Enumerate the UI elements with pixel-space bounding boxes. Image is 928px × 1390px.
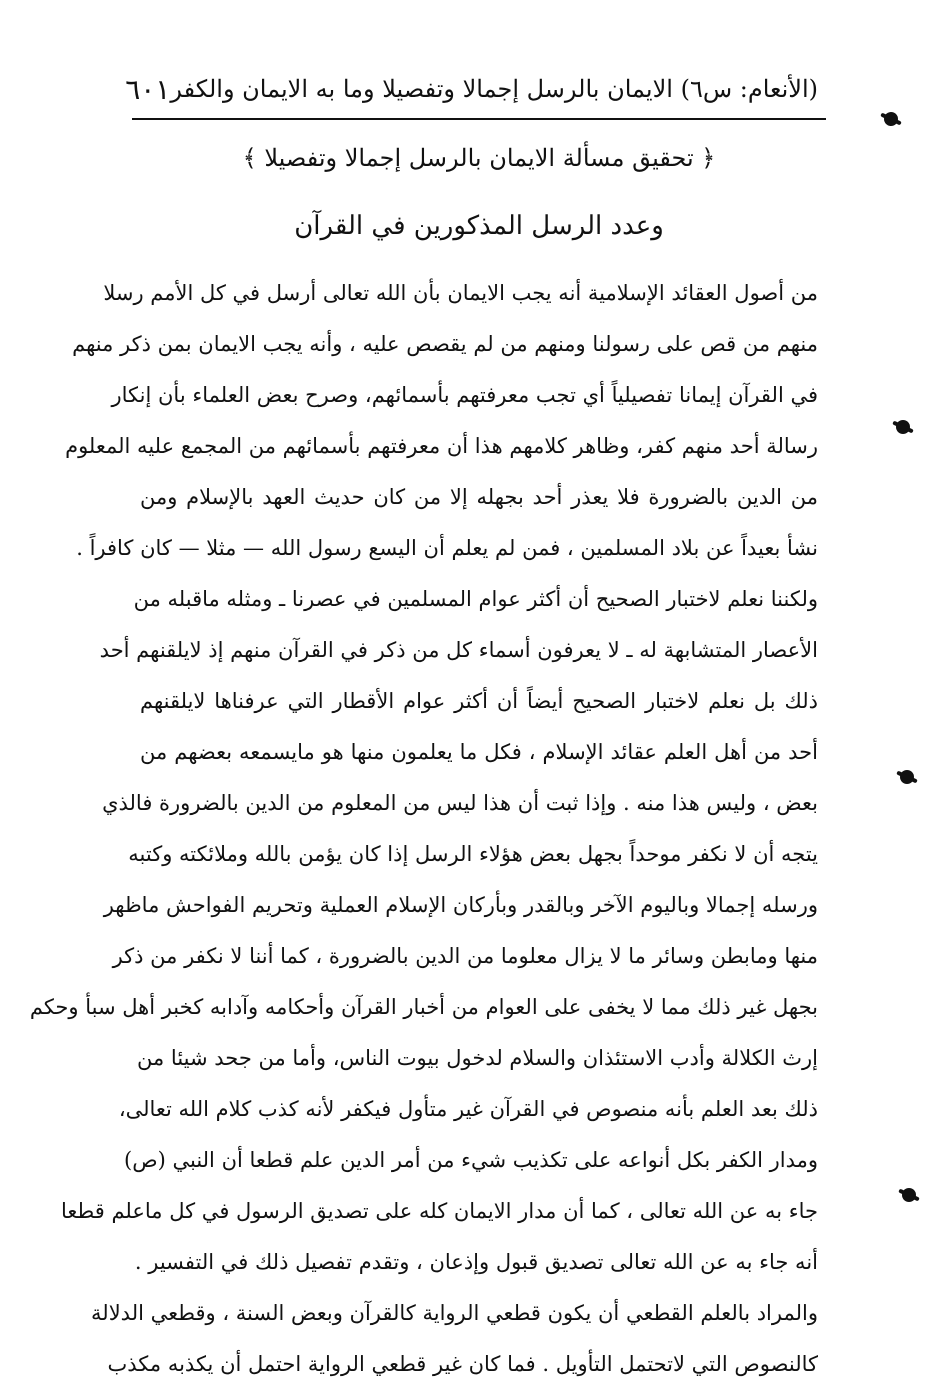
text-line: ومدار الكفر بكل أنواعه على تكذيب شيء من أمر الدين علم قطعا أن النبي (ص) (124, 1148, 818, 1172)
text-line: ذلك بل نعلم لاختبار الصحيح أيضاً أن أكثر عوام الأقطار التي عرفناها لايلقنهم (140, 689, 818, 713)
text-line: من أصول العقائد الإسلامية أنه يجب الايمان بأن الله تعالى أرسل في كل الأمم رسلا (103, 281, 818, 305)
section-subheading: وعدد الرسل المذكورين في القرآن (294, 211, 664, 241)
page-number: ٦٠١ (125, 72, 171, 106)
text-line: ذلك بعد العلم بأنه منصوص في القرآن غير متأول فيكفر لأنه كذب كلام الله تعالى، (118, 1097, 818, 1121)
text-line: من الدين بالضرورة فلا يعذر أحد بجهله إلا من كان حديث العهد بالإسلام ومن (140, 485, 818, 509)
punch-hole-mark (902, 1188, 916, 1202)
running-header (125, 66, 818, 112)
text-line: يتجه أن لا نكفر موحداً بجهل بعض هؤلاء الرسل إذا كان يؤمن بالله وملائكته وكتبه (128, 842, 818, 866)
running-title: (الأنعام: س٦) الايمان بالرسل إجمالا وتفصيلا وما به الايمان والكفر (170, 75, 818, 103)
text-line: أنه جاء به عن الله تعالى تصديق قبول وإذعان ، وتقدم تفصيل ذلك في التفسير . (134, 1250, 818, 1274)
body-text (29, 268, 818, 1390)
text-line: جاء به عن الله تعالى ، كما أن مدار الايمان كله على تصديق الرسول في كل ماعلم قطعا (60, 1199, 818, 1223)
text-line: منها ومابطن وسائر ما لا يزال معلوما من الدين بالضرورة ، كما أننا لا نكفر من ذكر (112, 944, 818, 968)
text-line: في القرآن إيمانا تفصيلياً أي تجب معرفتهم بأسمائهم، وصرح بعض العلماء بأن إنكار (111, 383, 818, 407)
text-line: بجهل غير ذلك مما لا يخفى على العوام من أخبار القرآن وأحكامه وآدابه كخبر أهل سبأ وحكم (29, 995, 818, 1019)
text-line: منهم من قص على رسولنا ومنهم من لم يقصص عليه ، وأنه يجب الايمان بمن ذكر منهم (72, 332, 818, 356)
punch-hole-mark (900, 770, 914, 784)
text-line: أحد من أهل العلم عقائد الإسلام ، فكل ما يعلمون منها هو مايسمعه بعضهم من (140, 740, 818, 764)
text-line: ولكننا نعلم لاختبار الصحيح أن أكثر عوام المسلمين في عصرنا ـ ومثله ماقبله من (133, 587, 818, 611)
text-line: إرث الكلالة وأدب الاستئذان والسلام لدخول بيوت الناس، وأما من جحد شيئا من (137, 1046, 818, 1070)
text-line: كالنصوص التي لاتحتمل التأويل . فما كان غير قطعي الرواية احتمل أن يكذبه مكذب (107, 1352, 818, 1376)
text-line: رسالة أحد منهم كفر، وظاهر كلامهم هذا أن معرفتهم بأسمائهم من المجمع عليه المعلوم (65, 434, 818, 458)
text-line: بعض ، وليس هذا منه . وإذا ثبت أن هذا ليس من المعلوم من الدين بالضرورة فالذي (102, 791, 818, 815)
header-rule (132, 118, 826, 120)
text-line: نشأ بعيداً عن بلاد المسلمين ، فمن لم يعلم أن اليسع رسول الله — مثلا — كان كافراً . (76, 536, 818, 560)
text-line: الأعصار المتشابهة له ـ لا يعرفون أسماء كل من ذكر في القرآن منهم إذ لايلقنهم أحد (99, 638, 818, 662)
text-line: ورسله إجمالا وباليوم الآخر وبالقدر وبأركان الإسلام العملية وتحريم الفواحش ماظهر (103, 893, 818, 917)
punch-hole-mark (884, 112, 898, 126)
punch-hole-mark (896, 420, 910, 434)
text-line: والمراد بالعلم القطعي أن يكون قطعي الرواية كالقرآن وبعض السنة ، وقطعي الدلالة (91, 1301, 818, 1325)
section-heading: ﴿ تحقيق مسألة الايمان بالرسل إجمالا وتفصيلا ﴾ (242, 144, 716, 172)
